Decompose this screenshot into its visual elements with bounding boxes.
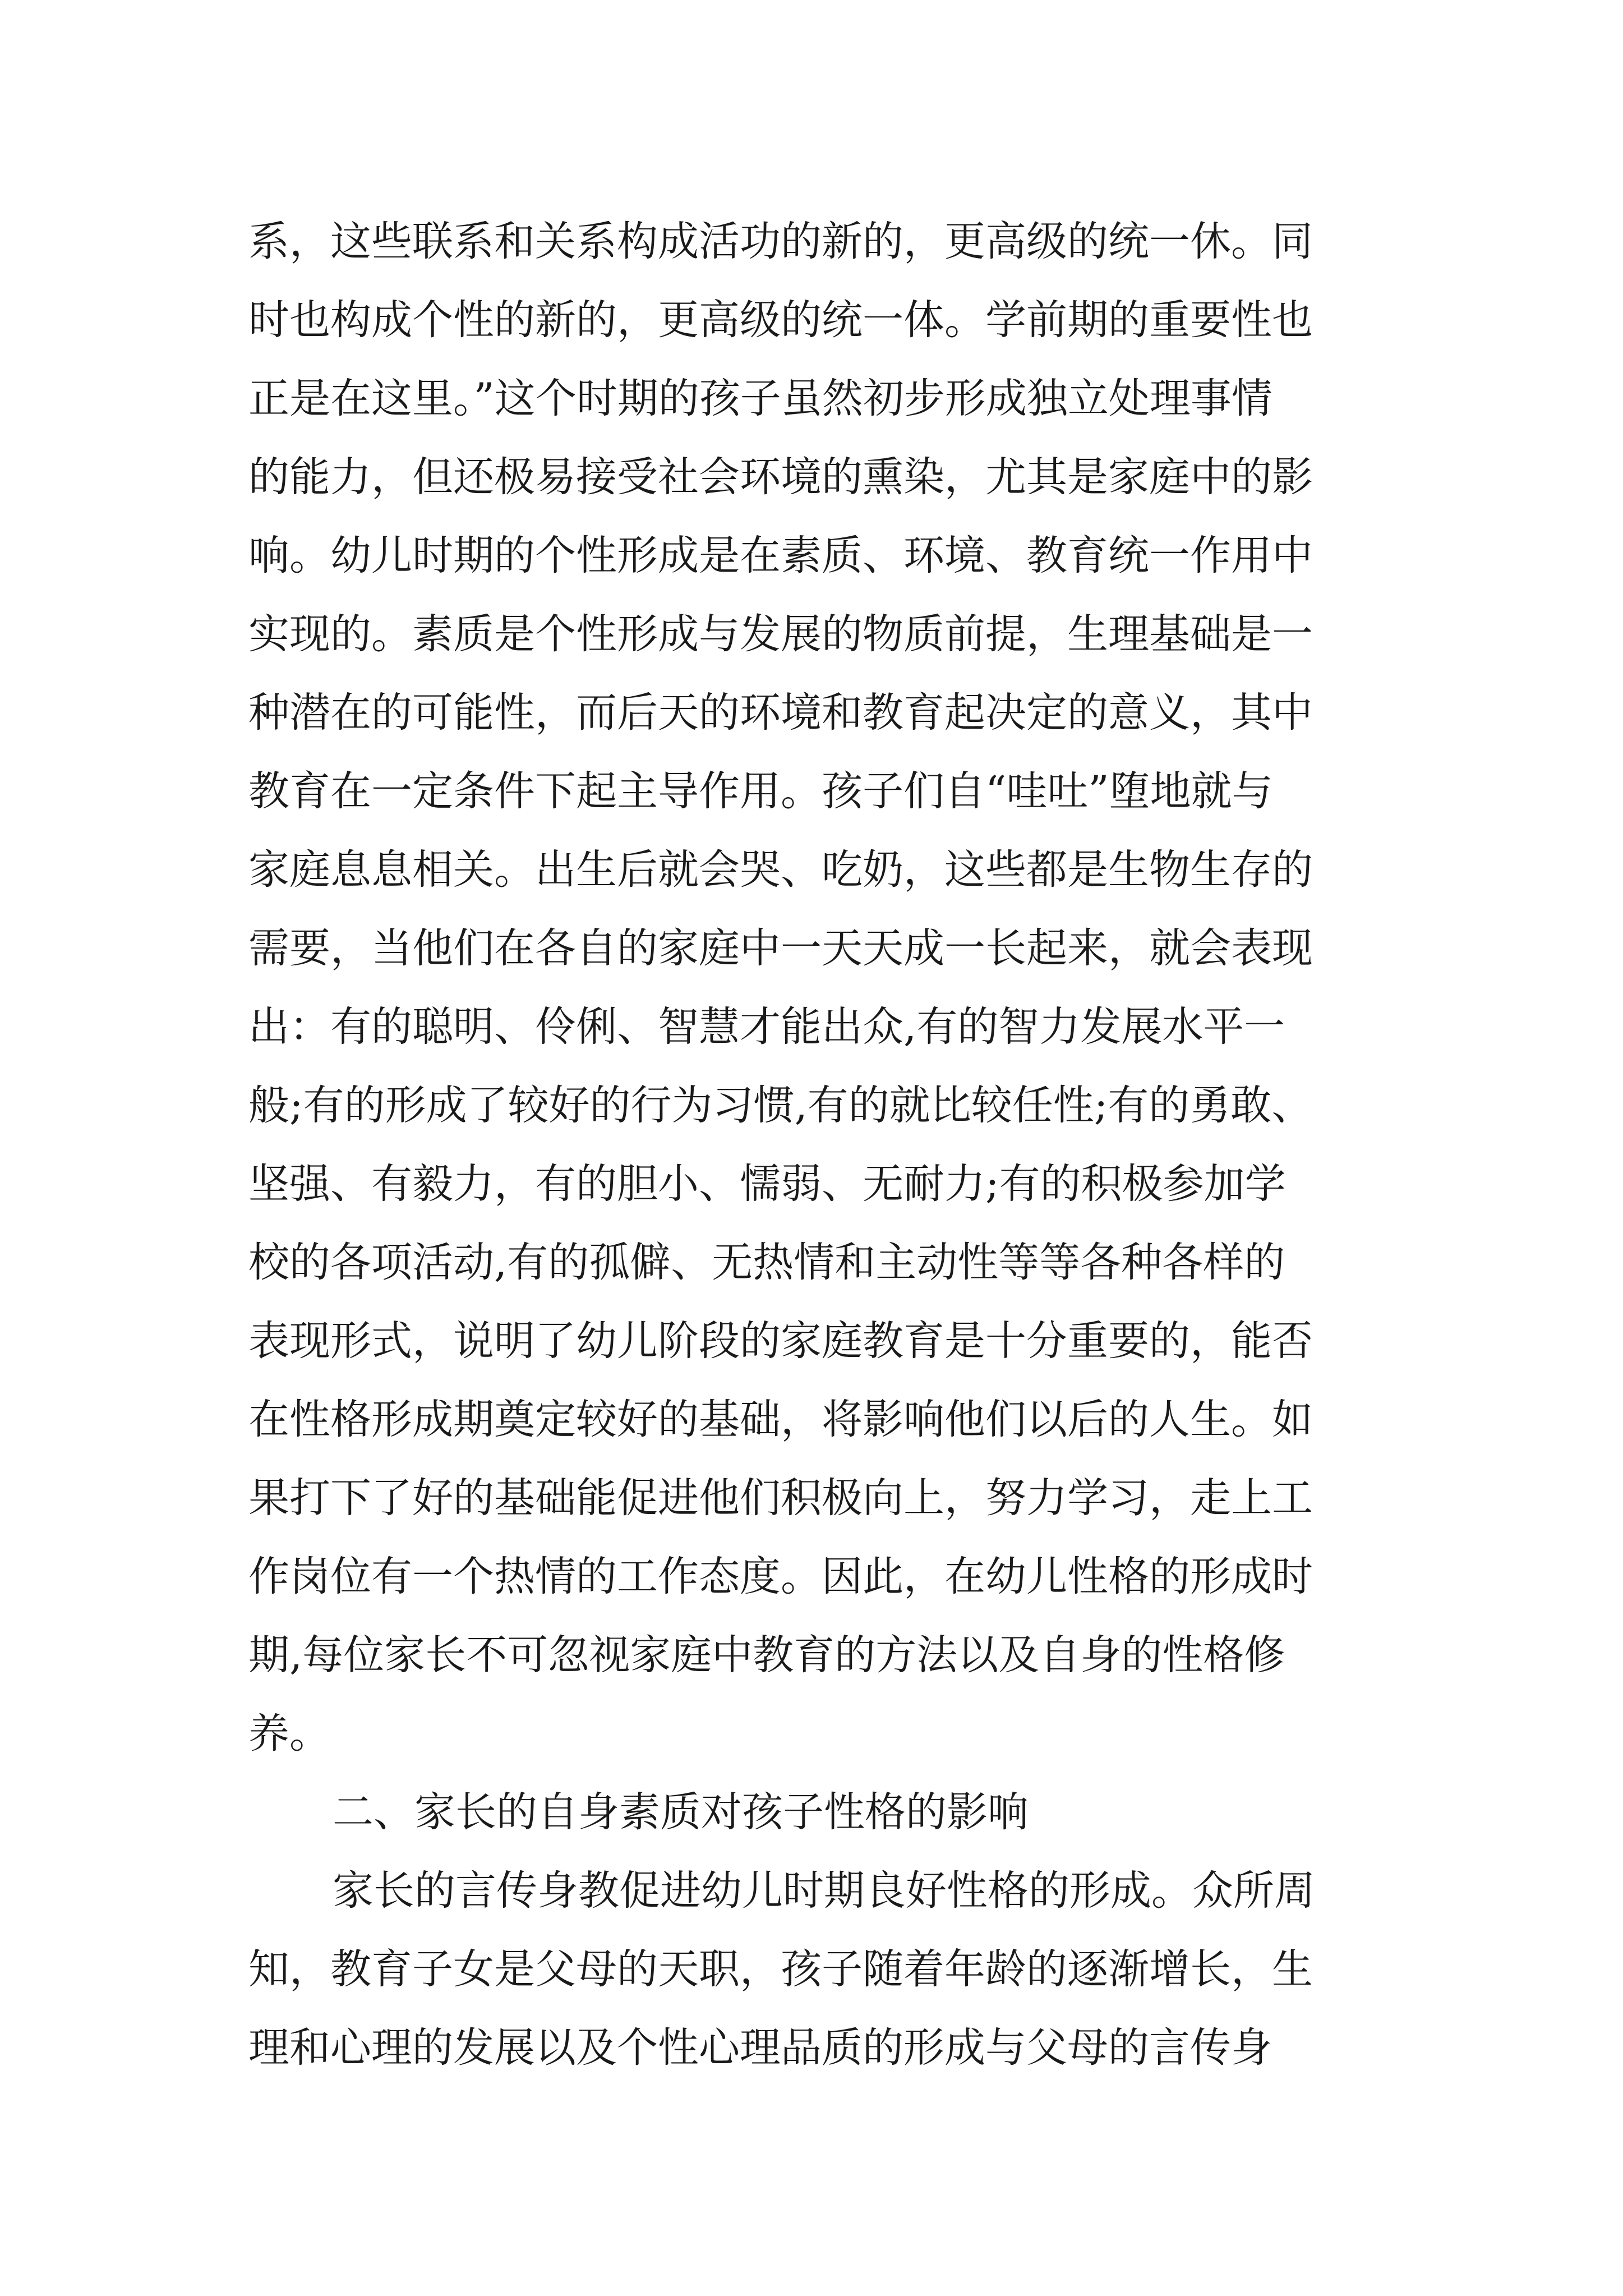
text-line: 正是在这里。”这个时期的孩子虽然初步形成独立处理事情 [248, 375, 1272, 422]
text-line: 在性格形成期奠定较好的基础，将影响他们以后的人生。如 [248, 1396, 1313, 1443]
text-line: 实现的。素质是个性形成与发展的物质前提，生理基础是一 [248, 610, 1313, 658]
text-line: 理和心理的发展以及个性心理品质的形成与父母的言传身 [248, 2024, 1272, 2072]
section-heading: 二、家长的自身素质对孩子性格的影响 [333, 1788, 1029, 1836]
text-line: 作岗位有一个热情的工作态度。因此，在幼儿性格的形成时 [248, 1553, 1313, 1600]
text-line: 的能力，但还极易接受社会环境的熏染，尤其是家庭中的影 [248, 453, 1313, 501]
text-line: 种潜在的可能性，而后天的环境和教育起决定的意义，其中 [248, 689, 1313, 737]
text-line: 家庭息息相关。出生后就会哭、吃奶，这些都是生物生存的 [248, 846, 1313, 894]
text-line: 需要，当他们在各自的家庭中一天天成一长起来，就会表现 [248, 924, 1313, 972]
text-line: 系，这些联系和关系构成活功的新的，更高级的统一休。同 [248, 218, 1313, 265]
text-line: 知，教育子女是父母的天职，孩子随着年龄的逐渐增长，生 [248, 1945, 1313, 1993]
text-line: 校的各项活动,有的孤僻、无热情和主动性等等各种各样的 [248, 1239, 1285, 1286]
text-line: 期,每位家长不可忽视家庭中教育的方法以及自身的性格修 [248, 1631, 1285, 1679]
text-line: 教育在一定条件下起主导作用。孩子们自“哇吐”堕地就与 [248, 767, 1273, 815]
text-line: 时也构成个性的新的，更高级的统一体。学前期的重要性也 [248, 296, 1313, 344]
text-line: 坚强、有毅力，有的胆小、懦弱、无耐力;有的积极参加学 [248, 1160, 1286, 1208]
text-line: 般;有的形成了较好的行为习惯,有的就比较任性;有的勇敢、 [248, 1082, 1313, 1129]
text-line: 养。 [248, 1710, 330, 1757]
text-line: 家长的言传身教促进幼儿时期良好性格的形成。众所周 [333, 1867, 1315, 1915]
text-line: 表现形式，说明了幼儿阶段的家庭教育是十分重要的，能否 [248, 1317, 1313, 1365]
text-line: 果打下了好的基础能促进他们积极向上，努力学习，走上工 [248, 1474, 1313, 1522]
text-line: 响。幼儿时期的个性形成是在素质、环境、教育统一作用中 [248, 532, 1313, 579]
text-line: 出：有的聪明、伶俐、智慧才能出众,有的智力发展水平一 [248, 1003, 1285, 1051]
